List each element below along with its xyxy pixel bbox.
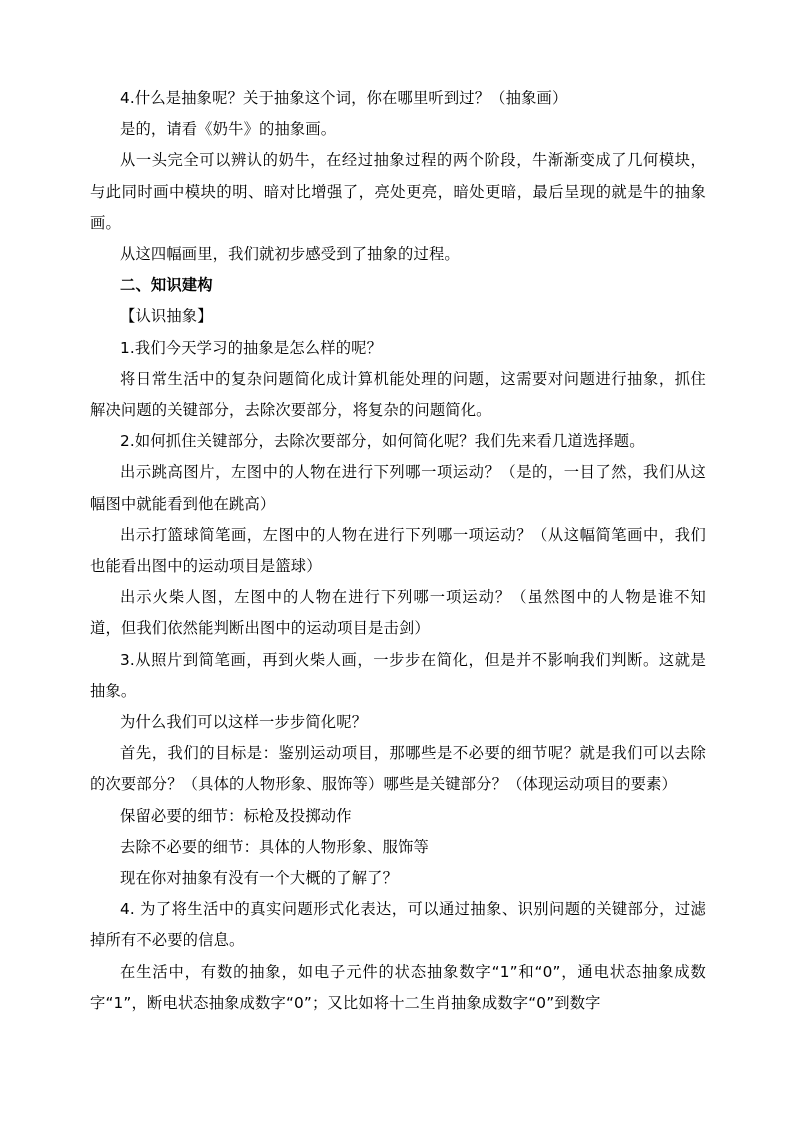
paragraph-point-3: 3.从照片到简笔画，再到火柴人画，一步步在简化，但是并不影响我们判断。这就是抽象。 — [90, 650, 706, 700]
section-heading-knowledge: 二、知识建构 — [120, 276, 213, 295]
paragraph-basketball: 出示打篮球简笔画，左图中的人物在进行下列哪一项运动？（从这幅简笔画中，我们也能看出图中的运动项目是篮球） — [90, 525, 706, 576]
paragraph-keep-details: 保留必要的细节：标枪及投掷动作 — [120, 806, 352, 825]
subheading-understand-abstraction: 【认识抽象】 — [120, 307, 213, 326]
paragraph-cow-painting: 是的，请看《奶牛》的抽象画。 — [120, 120, 337, 139]
paragraph-stick-figure: 出示火柴人图，左图中的人物在进行下列哪一项运动？（虽然图中的人物是谁不知道，但我们依然能判断出图中的运动项目是击剑） — [90, 588, 706, 638]
paragraph-high-jump: 出示跳高图片，左图中的人物在进行下列哪一项运动？（是的，一目了然，我们从这幅图中就能看到他在跳高） — [90, 463, 706, 513]
paragraph-point-4: 4. 为了将生活中的真实问题形式化表达，可以通过抽象、识别问题的关键部分，过滤掉所有不必要的信息。 — [90, 900, 706, 950]
paragraph-four-paintings: 从这四幅画里，我们就初步感受到了抽象的过程。 — [120, 245, 460, 264]
document-body — [90, 83, 706, 1019]
paragraph-number-abstraction: 在生活中，有数的抽象，如电子元件的状态抽象数字“1”和“0”，通电状态抽象成数字“1”，断电状态抽象成数字“0”；又比如将十二生肖抽象成数字“0”到数字 — [90, 962, 706, 1012]
paragraph-question-1: 1.我们今天学习的抽象是怎么样的呢？ — [120, 338, 383, 357]
paragraph-question-2: 2.如何抓住关键部分，去除次要部分，如何简化呢？我们先来看几道选择题。 — [120, 432, 645, 451]
paragraph-why-simplify: 为什么我们可以这样一步步简化呢？ — [120, 713, 368, 732]
paragraph-remove-details: 去除不必要的细节：具体的人物形象、服饰等 — [120, 837, 429, 856]
paragraph-goal: 首先，我们的目标是：鉴别运动项目，那哪些是不必要的细节呢？就是我们可以去除的次要部分？（具体的人物形象、服饰等）哪些是关键部分？（体现运动项目的要素） — [90, 744, 706, 794]
paragraph-cow-description: 从一头完全可以辨认的奶牛，在经过抽象过程的两个阶段，牛渐渐变成了几何模块，与此同时画中模块的明、暗对比增强了，亮处更亮，暗处更暗，最后呈现的就是牛的抽象画。 — [90, 151, 706, 232]
paragraph-definition: 将日常生活中的复杂问题简化成计算机能处理的问题，这需要对问题进行抽象，抓住解决问题的关键部分，去除次要部分，将复杂的问题简化。 — [90, 369, 706, 420]
paragraph-what-is-abstraction: 4.什么是抽象呢？关于抽象这个词，你在哪里听到过？（抽象画） — [120, 89, 568, 107]
paragraph-understanding-check: 现在你对抽象有没有一个大概的了解了？ — [120, 869, 399, 888]
